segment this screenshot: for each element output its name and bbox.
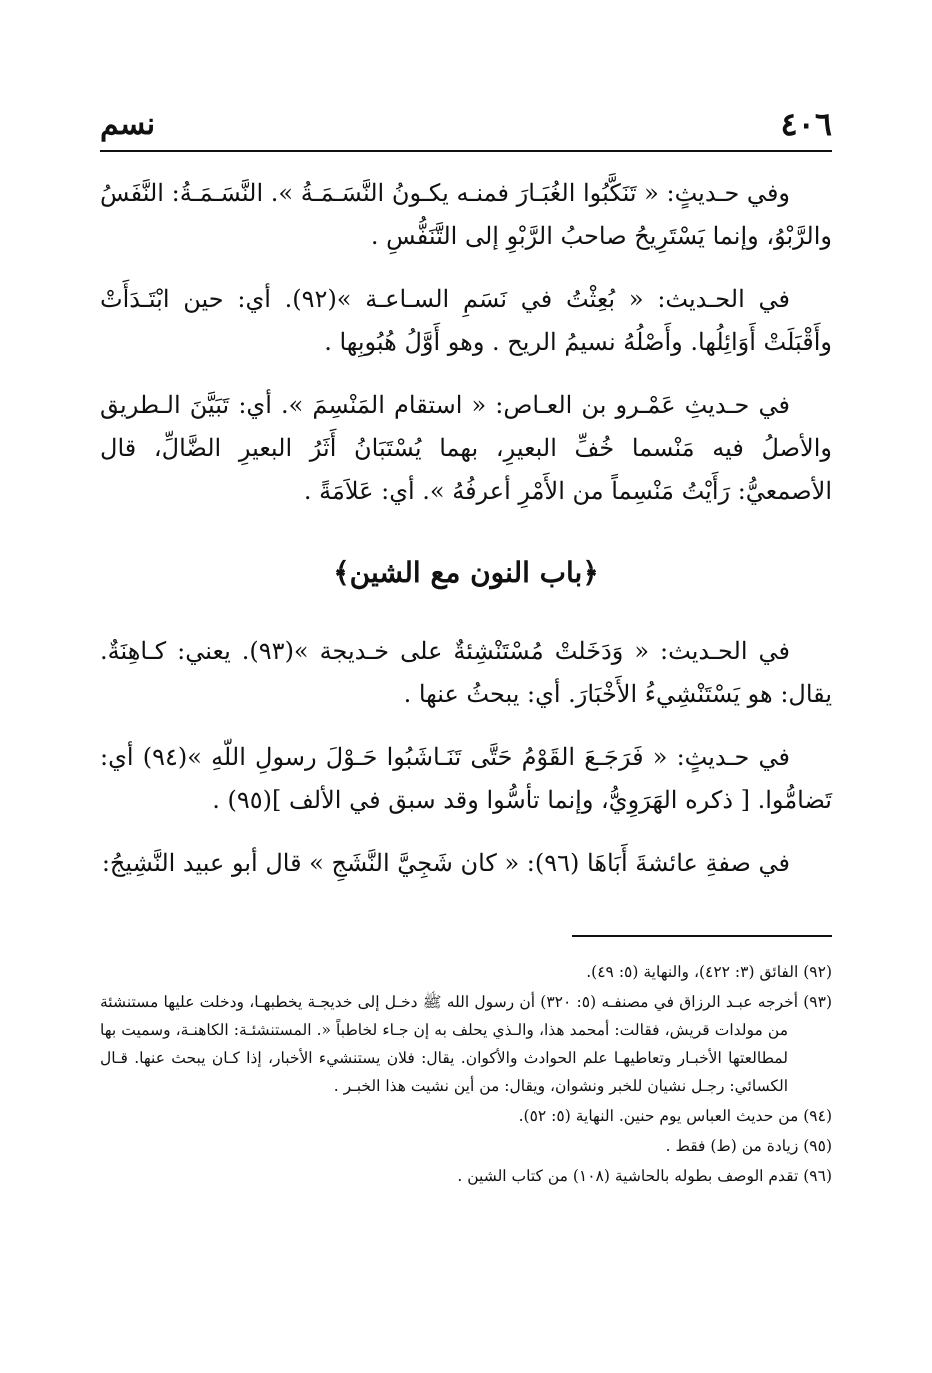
footnotes	[100, 958, 832, 1192]
footnote-93: (٩٣) أخرجه عبـد الرزاق في مصنفـه (٥: ٣٢٠) أن رسول الله ﷺ دخـل إلى خديجـة يخطبهـا، ودخلت عليها مستنشئة من مولدات قريش، فقالت: أمحمد هذا، والـذي يحلف به إن جـاء لخاطباً «. المستنشئـة: الكاهنـة، وسميت بها لمطالعتها الأخبـار وتعاطيهـا علم الحوادث والأكوان. يقال: فلان يستنشيء الأخبار، إذا كـان يبحث عنها. قـال الكسائي: رجـل نشيان للخبر ونشوان، ويقال: من أين نشيت هذا الخبـر .	[100, 993, 833, 1095]
paragraph-3: في حـديثِ عَمْـرو بن العـاص: « استقام المَنْسِمَ ». أي: تَبَيَّنَ الـطريق والأصلُ فيه مَنْسما خُفِّ البعيرِ، بهما يُسْتَبَانُ أَثَرُ البعيرِ الضَّالِّ، قال الأصمعيُّ: رَأَيْتُ مَنْسِماً من الأَمْرِ أعرفُهُ ». أي: عَلاَمَةً .	[100, 391, 832, 505]
paragraph-1: وفي حـديثٍ: « تَنَكَّبُوا الغُبَـارَ فمنـه يكـونُ النَّسَـمَـةُ ». النَّسَـمَـةُ: النَّفَسُ والرَّبْوُ، وإنما يَسْتَرِيحُ صاحبُ الرَّبْوِ إلى التَّنَفُّسِ .	[100, 179, 832, 250]
paragraph-4: في الحـديث: « وَدَخَلتْ مُسْتَنْشِئةٌ على خـديجة »(٩٣). يعني: كـاهِنَةٌ. يقال: هو يَسْتَنْشِيءُ الأَخْبَارَ. أي: يبحثُ عنها .	[100, 637, 832, 708]
footnote-92: (٩٢) الفائق (٣: ٤٢٢)، والنهاية (٥: ٤٩).	[586, 963, 832, 981]
paragraph-6: في صفةِ عائشةَ أَبَاهَا (٩٦): « كان شَجِيَّ النَّشَجِ » قال أبو عبيد النَّشِيجُ:	[101, 849, 790, 877]
paragraph-2: في الحـديث: « بُعِثْتُ في نَسَمِ السـاعـة »(٩٢). أي: حين ابْتَـدَأَتْ وأَقْبَلَتْ أَوَائِلُها. وأَصْلُهُ نسيمُ الريح . وهو أَوَّلُ هُبُوبِها .	[100, 285, 832, 356]
page-number: ٤٠٦	[780, 105, 832, 143]
footnote-94: (٩٤) من حديث العباس يوم حنين. النهاية (٥: ٥٢).	[518, 1107, 832, 1125]
header-divider	[100, 150, 832, 152]
page-header	[100, 80, 832, 143]
section-heading: ﴿باب النون مع الشين﴾	[333, 556, 599, 589]
running-title: نسم	[100, 107, 156, 142]
footnote-95: (٩٥) زيادة من (ط) فقط .	[665, 1137, 832, 1155]
footnote-96: (٩٦) تقدم الوصف بطوله بالحاشية (١٠٨) من كتاب الشين .	[457, 1167, 832, 1185]
footnote-divider	[572, 935, 832, 937]
paragraph-5: في حـديثٍ: « فَرَجَـعَ القَوْمُ حَتَّى تَنَـاشَبُوا حَـوْلَ رسولِ اللّهِ »(٩٤) أي: تَضامُّوا. [ ذكره الهَرَوِيُّ، وإنما تأسُّوا وقد سبق في الألف ](٩٥) .	[100, 743, 832, 814]
main-text	[100, 172, 832, 905]
